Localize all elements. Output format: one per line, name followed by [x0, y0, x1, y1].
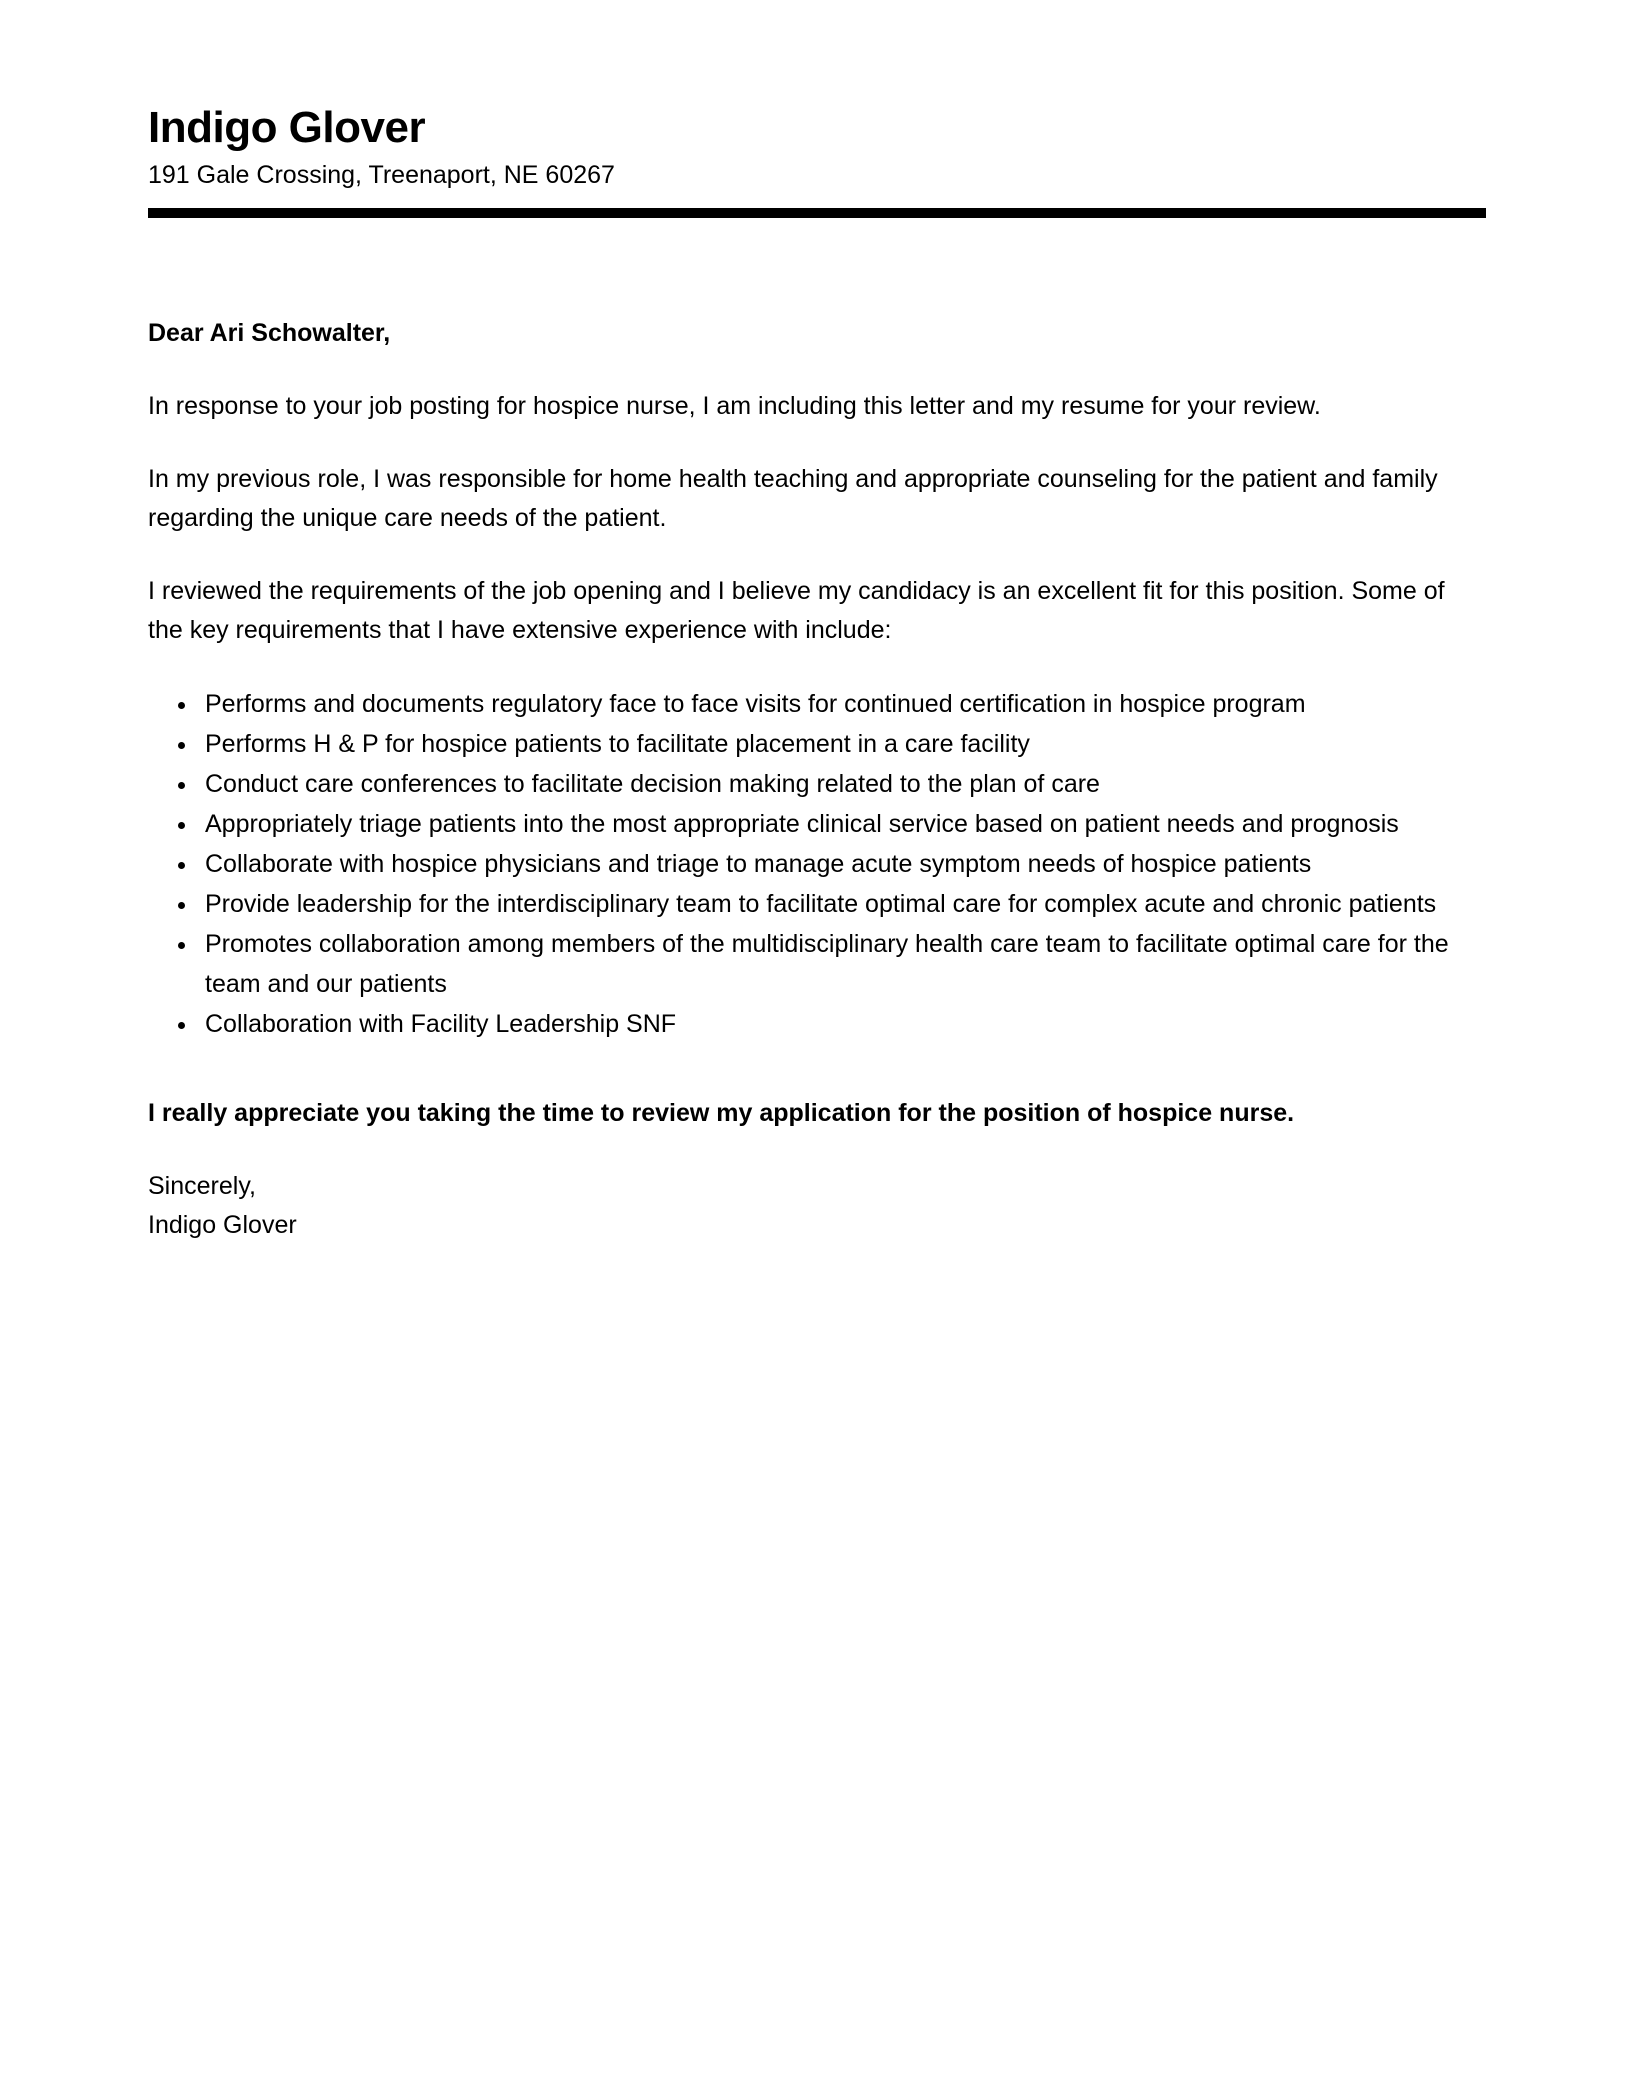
requirement-item: • Provide leadership for the interdisciplinary team to facilitate optimal care for complex acute and chronic patients	[199, 884, 1486, 924]
paragraph-requirements-lead: I reviewed the requirements of the job opening and I believe my candidacy is an excellent fit for this position. Some of the key requirements that I have extensive experience with include:	[148, 577, 1445, 644]
header-divider	[148, 208, 1486, 218]
requirement-item: • Appropriately triage patients into the most appropriate clinical service based on patient needs and prognosis	[199, 804, 1486, 844]
letter-body	[148, 314, 1486, 1245]
paragraph-intro: In response to your job posting for hospice nurse, I am including this letter and my resume for your review.	[148, 392, 1321, 420]
requirement-item: • Collaborate with hospice physicians and triage to manage acute symptom needs of hospice patients	[199, 844, 1486, 884]
requirement-item: • Performs and documents regulatory face to face visits for continued certification in hospice program	[199, 684, 1486, 724]
requirement-item: • Promotes collaboration among members of the multidisciplinary health care team to facilitate optimal care for the team and our patients	[199, 924, 1486, 1004]
sign-off: Sincerely,	[148, 1172, 256, 1200]
requirement-item: • Collaboration with Facility Leadership SNF	[199, 1004, 1486, 1044]
signature-name: Indigo Glover	[148, 1211, 297, 1239]
closing-emphasis: I really appreciate you taking the time to review my application for the position of hospice nurse.	[148, 1099, 1295, 1127]
salutation: Dear Ari Schowalter,	[148, 319, 391, 347]
letter-header	[148, 102, 1486, 218]
requirement-item: • Performs H & P for hospice patients to facilitate placement in a care facility	[199, 724, 1486, 764]
sender-name: Indigo Glover	[148, 103, 426, 152]
requirements-list	[148, 684, 1486, 1044]
paragraph-previous-role: In my previous role, I was responsible for home health teaching and appropriate counseling for the patient and family regarding the unique care needs of the patient.	[148, 465, 1438, 532]
sender-address: 191 Gale Crossing, Treenaport, NE 60267	[148, 161, 615, 189]
requirement-item: • Conduct care conferences to facilitate decision making related to the plan of care	[199, 764, 1486, 804]
